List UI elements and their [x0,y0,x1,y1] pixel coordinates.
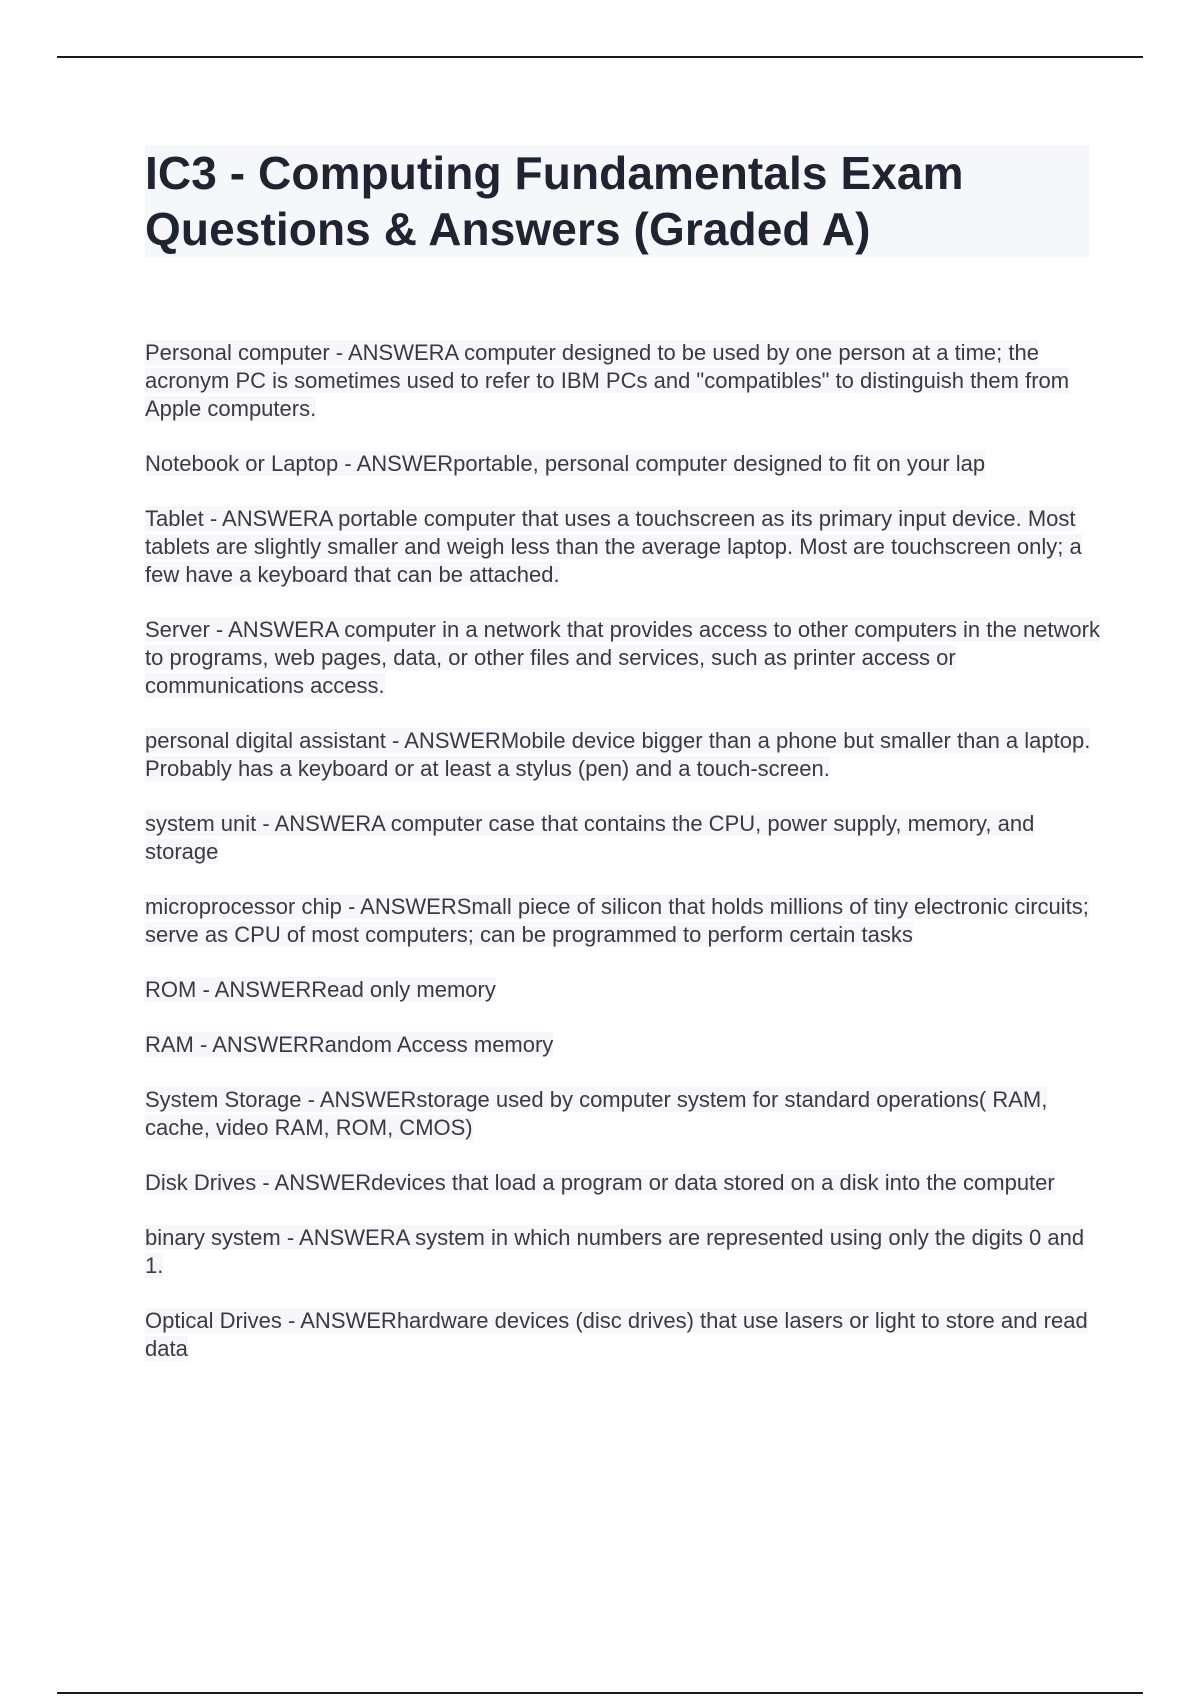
qa-entry-system-unit: system unit - ANSWERA computer case that contains the CPU, power supply, memory, and storage [145,811,1035,864]
qa-entry-microprocessor: microprocessor chip - ANSWERSmall piece of silicon that holds millions of tiny electronic circuits; serve as CPU of most computers; can be programmed to perform certain tasks [145,894,1089,947]
bottom-divider [57,1692,1143,1694]
qa-entry-disk-drives: Disk Drives - ANSWERdevices that load a program or data stored on a disk into the computer [145,1170,1055,1195]
top-divider [57,56,1143,58]
qa-entry-optical-drives: Optical Drives - ANSWERhardware devices (disc drives) that use lasers or light to store and read data [145,1308,1088,1361]
qa-entry-system-storage: System Storage - ANSWERstorage used by computer system for standard operations( RAM, cache, video RAM, ROM, CMOS) [145,1087,1048,1140]
page-title: IC3 - Computing Fundamentals Exam Questions & Answers (Graded A) [145,147,964,255]
qa-entry-server: Server - ANSWERA computer in a network that provides access to other computers in the network to programs, web pages, data, or other files and services, such as printer access or communications access. [145,617,1100,698]
qa-entry-rom: ROM - ANSWERRead only memory [145,977,496,1002]
title-block [145,145,1089,257]
qa-entry-notebook-laptop: Notebook or Laptop - ANSWERportable, personal computer designed to fit on your lap [145,451,986,476]
qa-list [145,339,1105,1390]
qa-entry-binary-system: binary system - ANSWERA system in which numbers are represented using only the digits 0 and 1. [145,1225,1085,1278]
qa-entry-pda: personal digital assistant - ANSWERMobile device bigger than a phone but smaller than a laptop. Probably has a keyboard or at least a stylus (pen) and a touch-screen. [145,728,1091,781]
qa-entry-tablet: Tablet - ANSWERA portable computer that uses a touchscreen as its primary input device. Most tablets are slightly smaller and weigh less than the average laptop. Most are touchscreen only; a few have a keyboard that can be attached. [145,506,1082,587]
qa-entry-ram: RAM - ANSWERRandom Access memory [145,1032,554,1057]
qa-entry-personal-computer: Personal computer - ANSWERA computer designed to be used by one person at a time; the acronym PC is sometimes used to refer to IBM PCs and "compatibles" to distinguish them from Apple computers. [145,340,1070,421]
